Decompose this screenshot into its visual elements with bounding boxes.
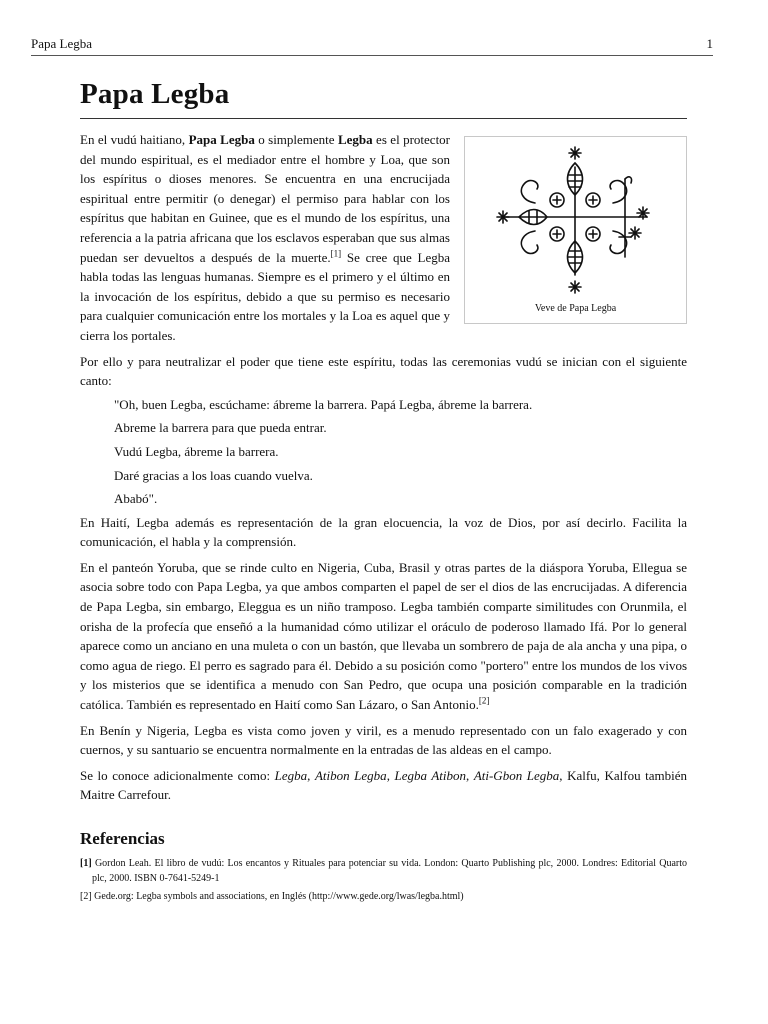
intro-paragraph — [80, 130, 450, 346]
paragraph-canto-intro: Por ello y para neutralizar el poder que tiene este espíritu, todas las ceremonias vudú se inician con el siguiente canto: — [80, 353, 687, 389]
aliases-tail: , Kalfu, Kalfou también Maitre Carrefour. — [80, 767, 688, 803]
page-title: Papa Legba — [80, 78, 230, 110]
alias: Legba — [274, 767, 308, 783]
alias-separator: , — [386, 767, 395, 783]
paragraph-yoruba — [80, 558, 687, 715]
intro-bold-legba: Legba — [337, 132, 373, 147]
reference-marker: [1] — [80, 858, 92, 869]
reference-link[interactable]: Gede.org: Legba symbols and associations, en Inglés (http://www.gede.org/lwas/legba.html) — [94, 891, 464, 902]
intro-text-4: Se cree que Legba habla todas las lenguas humanas. Siempre es el primero y el último en la invocación de los espíritus, debido a que su permiso es necesario para cualquier comunicación entre los mortales y la Loa es aquel que y cierra los portales. — [80, 249, 450, 343]
intro-bold-papa-legba: Papa Legba — [188, 132, 255, 147]
citation-link-1[interactable]: [1] — [330, 248, 342, 259]
reference-item — [80, 857, 687, 886]
intro-text-1: En el vudú haitiano, — [80, 132, 189, 147]
veve-symbol-image — [495, 145, 655, 297]
veve-figure — [464, 136, 687, 324]
citation-link-2[interactable]: [2] — [478, 695, 490, 706]
quote-line: Abreme la barrera para que pueda entrar. — [114, 420, 327, 436]
figure-caption: Veve de Papa Legba — [534, 303, 617, 314]
paragraph-aliases — [80, 766, 687, 805]
article-body — [80, 130, 687, 905]
alias-separator: , — [466, 767, 474, 783]
references-heading: Referencias — [80, 829, 165, 848]
quote-line: Daré gracias a los loas cuando vuelva. — [114, 467, 313, 483]
alias: Atibon Legba — [314, 767, 387, 783]
quote-line: Ababó". — [114, 491, 158, 507]
reference-text: Gordon Leah. El libro de vudú: Los encantos y Rituales para potenciar su vida. London: Quarto Publishing plc, 2000. Londres: Editorial Quarto plc, 2000. ISBN 0-7641-5249-1 — [92, 858, 688, 884]
quote-line: "Oh, buen Legba, escúchame: ábreme la barrera. Papá Legba, ábreme la barrera. — [114, 396, 533, 412]
reference-marker: [2] — [80, 891, 92, 902]
paragraph-benin: En Benín y Nigeria, Legba es vista como joven y viril, es a menudo representado con un falo exagerado y con cuernos, y su santuario se encuentra normalmente en la entradas de las aldeas en el campo. — [80, 722, 687, 758]
intro-text-3: es el protector del mundo espiritual, es el mediador entre el hombre y Loa, que son los espíritus o dioses menores. Se encuentra en una encrucijada espiritual entre permitir (o denegar) el permiso para hablar con los espíritus que habitan en Guinee, que es el mundo de los espíritus, una referencia a la patria africana que los esclavos esperaban que sus almas puedan ser devueltos a después de la muerte. — [80, 132, 451, 265]
alias: Legba Atibon — [394, 767, 466, 783]
alias-separator: , — [307, 767, 315, 783]
running-title: Papa Legba — [31, 36, 93, 51]
paragraph-yoruba-text: En el panteón Yoruba, que se rinde culto en Nigeria, Cuba, Brasil y otras partes de la diáspora Yoruba, Ellegua se asocia sobre todo con Papa Legba, ya que ambos comparten el papel de ser el dios de las encrucijadas. A diferencia de Papa Legba, sin embargo, Eleggua es un niño tramposo. Legba también comparte similitudes con Orunmila, el orisha de la profecía que enseñó a la humanidad cómo utilizar el oráculo de poderoso llamado Ifá. Por lo general aparece como un anciano en una muleta o con un bastón, que llevaba un sombrero de paja de ala ancha y una pipa, o como agua de riego. El perro es sagrado para él. Debido a su posición como "portero" entre los mundos de los vivos y los misterios que se identifica a menudo con San Pedro, que ocupa una posición comparable en la tradición católica. También es representado en Haití como San Lázaro, o San Antonio. — [80, 559, 687, 713]
title-rule — [80, 118, 687, 119]
running-header — [31, 36, 713, 56]
alias: Ati-Gbon Legba — [473, 767, 560, 783]
intro-text-2: o simplemente — [254, 132, 338, 147]
page-number: 1 — [706, 36, 713, 51]
canto-quote — [114, 395, 687, 509]
reference-item — [80, 890, 687, 905]
paragraph-haiti: En Haití, Legba además es representación de la gran elocuencia, la voz de Dios, por así decirlo. Facilita la comunicación, el habla y la comprensión. — [80, 514, 687, 550]
quote-line: Vudú Legba, ábreme la barrera. — [114, 443, 279, 459]
header-rule — [31, 55, 713, 56]
aliases-lead: Se lo conoce adicionalmente como: — [80, 767, 275, 783]
